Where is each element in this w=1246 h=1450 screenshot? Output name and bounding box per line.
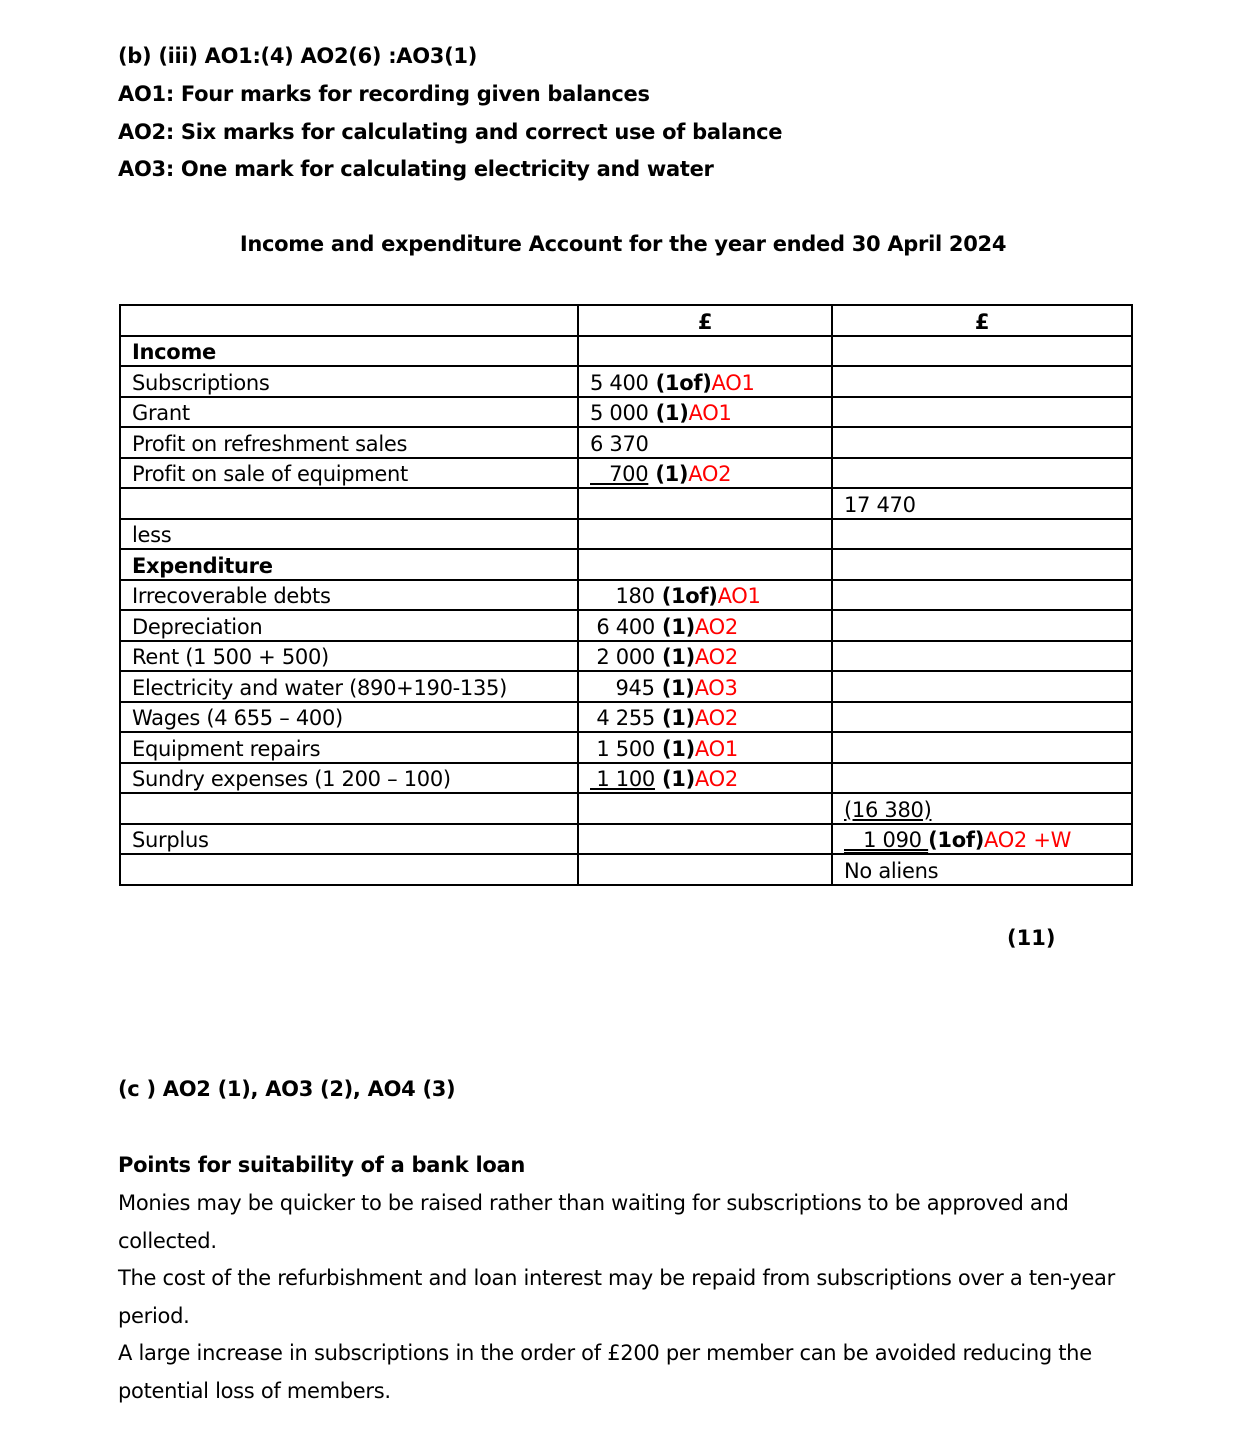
row-label: Profit on refreshment sales [120,427,578,458]
amount-cell [578,336,832,367]
amount-cell [578,702,832,733]
row-label: Depreciation [120,610,578,641]
amount-cell [578,793,832,824]
ao2-description: AO2: Six marks for calculating and correct use of balance [118,120,783,144]
table-row [120,580,1132,611]
amount-cell [578,854,832,885]
point: The cost of the refurbishment and loan interest may be repaid from subscriptions over a ten-year period. [118,1266,1115,1328]
table-row [120,336,1132,367]
row-label: Equipment repairs [120,732,578,763]
total-cell [832,854,1132,885]
mark-scheme-heading: (b) (iii) AO1:(4) AO2(6) :AO3(1) [118,44,478,68]
row-label: Income [120,336,578,367]
section-c-points [118,1185,1128,1410]
mark-allocation: (1) [648,462,689,486]
table-row [120,519,1132,550]
total-cell [832,671,1132,702]
mark-allocation: (1of) [648,370,712,395]
ao3-description: AO3: One mark for calculating electricity and water [118,157,714,181]
table-row [120,824,1132,855]
amount-cell [578,763,832,794]
mark-allocation: (1) [648,401,689,425]
amount-value: 6 400 [590,614,655,639]
amount-cell [578,580,832,611]
total-marks: (11) [1007,926,1056,950]
mark-allocation: (1) [655,645,695,669]
total-cell [832,488,1132,519]
amount-cell [578,671,832,702]
row-label: Profit on sale of equipment [120,458,578,489]
row-label: less [120,519,578,550]
amount-value: (16 380) [844,797,932,822]
table-row [120,702,1132,733]
table-row [120,427,1132,458]
row-label [120,488,578,519]
amount-value: 700 [590,462,649,486]
row-label: Surplus [120,824,578,855]
amount-cell [578,610,832,641]
total-cell [832,397,1132,428]
total-cell [832,702,1132,733]
amount-cell [578,824,832,855]
amount-cell [578,732,832,763]
mark-allocation: (1) [655,767,695,791]
amount-value: 6 370 [590,431,649,456]
total-cell [832,366,1132,397]
amount-value: 1 090 [844,828,929,852]
table-row [120,854,1132,885]
assessment-objective: AO2 [694,614,738,639]
total-cell [832,458,1132,489]
amount-cell [578,427,832,458]
amount-cell [578,488,832,519]
amount-cell [578,549,832,580]
assessment-objective: AO2 [694,645,738,669]
mark-allocation: (1of) [928,828,984,852]
point: Monies may be quicker to be raised rather than waiting for subscriptions to be approved and collected. [118,1191,1069,1253]
amount-cell [578,519,832,550]
table-row [120,610,1132,641]
amount-value: 2 000 [590,645,655,669]
point: A large increase in subscriptions in the order of £200 per member can be avoided reducing the potential loss of members. [118,1341,1092,1403]
total-cell [832,580,1132,611]
amount-value: 945 [590,675,655,700]
table-row [120,397,1132,428]
amount-value: 1 500 [590,736,655,761]
table-row [120,793,1132,824]
total-cell [832,336,1132,367]
amount-value: 5 400 [590,370,649,395]
total-cell [832,824,1132,855]
amount-cell [578,458,832,489]
total-cell [832,549,1132,580]
row-label: Sundry expenses (1 200 – 100) [120,763,578,794]
total-cell [832,641,1132,672]
table-row [120,549,1132,580]
assessment-objective: AO1 [688,401,732,425]
row-label: Electricity and water (890+190-135) [120,671,578,702]
amount-value: 17 470 [844,492,916,517]
assessment-objective: AO1 [711,370,755,395]
assessment-objective: AO2 [694,706,738,730]
amount-value: 5 000 [590,401,649,425]
row-label: Expenditure [120,549,578,580]
account-title: Income and expenditure Account for the year ended 30 April 2024 [239,232,1007,256]
amount-cell [578,366,832,397]
row-label: Wages (4 655 – 400) [120,702,578,733]
row-label [120,793,578,824]
row-label: Subscriptions [120,366,578,397]
table-row [120,671,1132,702]
total-cell [832,763,1132,794]
table-header-row [120,305,1132,336]
table-row [120,458,1132,489]
row-label: Rent (1 500 + 500) [120,641,578,672]
amount-value: 4 255 [590,706,655,730]
mark-allocation: (1) [655,736,695,761]
header-cell-pounds: £ [832,305,1132,336]
section-c-heading: (c ) AO2 (1), AO3 (2), AO4 (3) [118,1077,456,1101]
amount-value: 1 100 [590,767,655,791]
mark-allocation: (1) [654,675,695,700]
total-cell [832,610,1132,641]
mark-allocation: (1) [655,706,695,730]
row-label: Irrecoverable debts [120,580,578,611]
header-cell-pounds: £ [578,305,832,336]
amount-value: 180 [590,584,655,608]
section-c-subheading: Points for suitability of a bank loan [118,1153,526,1177]
assessment-objective: AO2 +W [984,828,1072,852]
table-row [120,366,1132,397]
mark-allocation: (1of) [654,584,718,608]
assessment-objective: AO2 [694,767,738,791]
table-row [120,641,1132,672]
table-row [120,732,1132,763]
total-cell [832,427,1132,458]
table-row [120,488,1132,519]
assessment-objective: AO1 [694,736,738,761]
amount-value: No aliens [844,858,939,883]
assessment-objective: AO3 [694,675,738,700]
total-cell [832,519,1132,550]
table-row [120,763,1132,794]
header-cell [120,305,578,336]
amount-cell [578,641,832,672]
total-cell [832,793,1132,824]
row-label: Grant [120,397,578,428]
assessment-objective: AO2 [688,462,732,486]
mark-allocation: (1) [655,614,695,639]
income-expenditure-table [119,304,1133,886]
assessment-objective: AO1 [717,584,761,608]
row-label [120,854,578,885]
amount-cell [578,397,832,428]
ao1-description: AO1: Four marks for recording given balances [118,82,650,106]
total-cell [832,732,1132,763]
